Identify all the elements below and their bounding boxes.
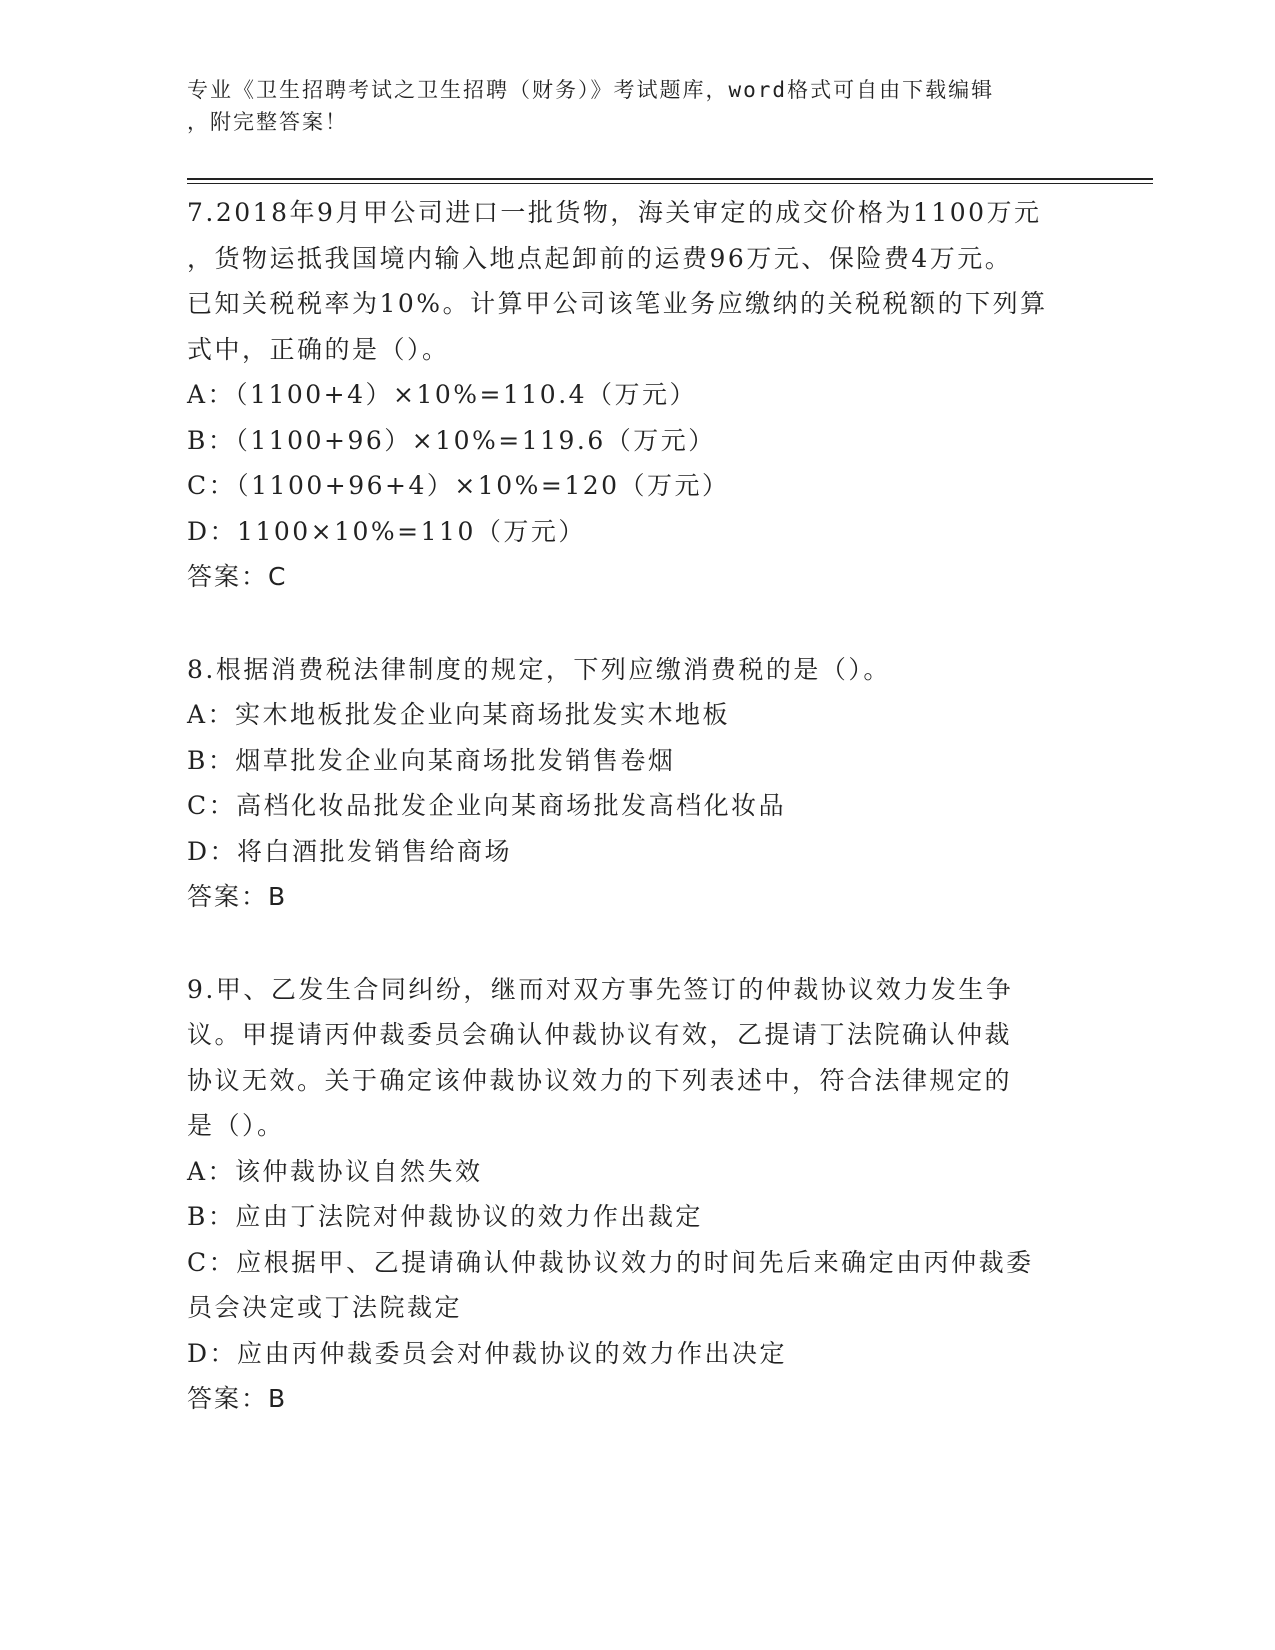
question-stem-line: 8.根据消费税法律制度的规定，下列应缴消费税的是（）。 <box>187 654 891 684</box>
answer-label: 答案：C <box>187 562 288 591</box>
question-stem-line: 议。甲提请丙仲裁委员会确认仲裁协议有效，乙提请丁法院确认仲裁 <box>187 1020 1013 1049</box>
question-stem-line: 式中，正确的是（）。 <box>187 334 450 364</box>
option-a: A：该仲裁协议自然失效 <box>187 1156 483 1186</box>
question-list <box>187 190 1087 1469</box>
header-divider-thin <box>187 183 1153 184</box>
header-line-1: 专业《卫生招聘考试之卫生招聘（财务）》考试题库，word格式可自由下载编辑 <box>187 78 995 102</box>
question-9 <box>187 967 1087 1422</box>
option-a: A：（1100+4）×10%=110.4（万元） <box>187 380 698 409</box>
option-b: B：烟草批发企业向某商场批发销售卷烟 <box>187 745 676 775</box>
question-stem-line: 是（）。 <box>187 1111 285 1140</box>
option-d: D：1100×10%=110（万元） <box>187 516 586 546</box>
question-stem-line: ，货物运抵我国境内输入地点起卸前的运费96万元、保险费4万元。 <box>187 243 1013 273</box>
answer-label: 答案：B <box>187 1384 288 1413</box>
question-stem-line: 协议无效。关于确定该仲裁协议效力的下列表述中，符合法律规定的 <box>187 1065 1013 1095</box>
option-c: C：应根据甲、乙提请确认仲裁协议效力的时间先后来确定由丙仲裁委 <box>187 1247 1034 1277</box>
question-stem-line: 已知关税税率为10%。计算甲公司该笔业务应缴纳的关税税额的下列算 <box>187 289 1048 318</box>
option-b: B：（1100+96）×10%=119.6（万元） <box>187 425 716 455</box>
header-divider-thick <box>187 178 1153 180</box>
option-d: D：将白酒批发销售给商场 <box>187 836 513 866</box>
option-c: C：（1100+96+4）×10%=120（万元） <box>187 471 730 500</box>
option-d: D：应由丙仲裁委员会对仲裁协议的效力作出决定 <box>187 1338 788 1368</box>
document-header <box>187 74 1067 138</box>
option-c: C：高档化妆品批发企业向某商场批发高档化妆品 <box>187 791 787 820</box>
option-a: A：实木地板批发企业向某商场批发实木地板 <box>187 700 731 729</box>
option-b: B：应由丁法院对仲裁协议的效力作出裁定 <box>187 1202 703 1231</box>
question-7 <box>187 190 1087 600</box>
question-stem-line: 7.2018年9月甲公司进口一批货物，海关审定的成交价格为1100万元 <box>187 198 1042 227</box>
answer-label: 答案：B <box>187 882 288 911</box>
question-8 <box>187 647 1087 920</box>
option-c-continued: 员会决定或丁法院裁定 <box>187 1293 463 1322</box>
question-stem-line: 9.甲、乙发生合同纠纷，继而对双方事先签订的仲裁协议效力发生争 <box>187 974 1014 1004</box>
header-line-2: ，附完整答案！ <box>187 110 348 134</box>
